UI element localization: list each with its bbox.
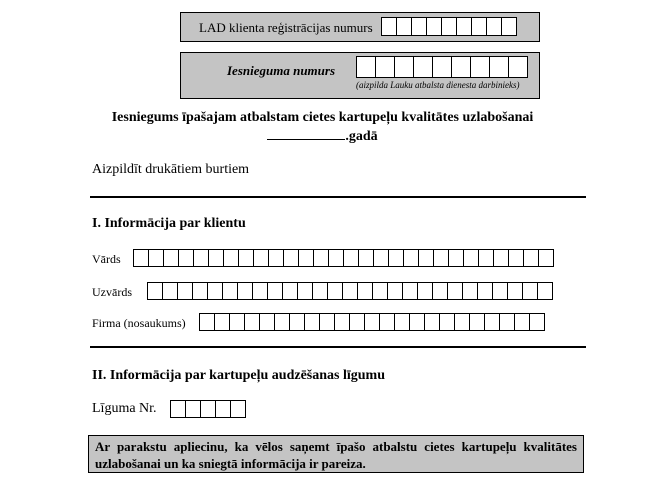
- contract-digit-cell[interactable]: [185, 400, 201, 418]
- company-name-letter-cell[interactable]: [499, 313, 515, 331]
- first-name-letter-cell[interactable]: [253, 249, 269, 267]
- last-name-letter-cell[interactable]: [327, 282, 343, 300]
- last-name-letter-cell[interactable]: [147, 282, 163, 300]
- last-name-letter-cell[interactable]: [462, 282, 478, 300]
- contract-digit-cell[interactable]: [215, 400, 231, 418]
- company-name-letter-cell[interactable]: [454, 313, 470, 331]
- company-name-letter-cell[interactable]: [379, 313, 395, 331]
- first-name-letter-cell[interactable]: [343, 249, 359, 267]
- company-name-letter-cell[interactable]: [244, 313, 260, 331]
- application-digit-cell[interactable]: [394, 56, 414, 78]
- form-title-year-suffix: .gadā: [345, 129, 378, 144]
- application-number-note: (aizpilda Lauku atbalsta dienesta darbinieks): [356, 80, 520, 90]
- last-name-letter-cell[interactable]: [477, 282, 493, 300]
- company-name-letter-cell[interactable]: [274, 313, 290, 331]
- first-name-letter-cell[interactable]: [508, 249, 524, 267]
- company-name-letter-cell[interactable]: [409, 313, 425, 331]
- registration-number-label: LAD klienta reģistrācijas numurs: [199, 20, 373, 35]
- first-name-letter-cell[interactable]: [373, 249, 389, 267]
- last-name-letter-cell[interactable]: [357, 282, 373, 300]
- company-name-letter-cell[interactable]: [364, 313, 380, 331]
- fill-instruction: Aizpildīt drukātiem burtiem: [92, 162, 250, 177]
- last-name-letter-cell[interactable]: [507, 282, 523, 300]
- contract-digit-cell[interactable]: [200, 400, 216, 418]
- first-name-letter-cell[interactable]: [238, 249, 254, 267]
- first-name-letter-cell[interactable]: [163, 249, 179, 267]
- last-name-letter-cell[interactable]: [447, 282, 463, 300]
- first-name-letter-cell[interactable]: [463, 249, 479, 267]
- last-name-letter-cell[interactable]: [252, 282, 268, 300]
- company-name-letter-cell[interactable]: [334, 313, 350, 331]
- company-name-letter-cell[interactable]: [469, 313, 485, 331]
- first-name-letter-cell[interactable]: [328, 249, 344, 267]
- registration-digit-cell[interactable]: [396, 17, 412, 36]
- registration-digit-cell[interactable]: [411, 17, 427, 36]
- contract-number-label: Līguma Nr.: [92, 401, 157, 416]
- first-name-letter-cell[interactable]: [388, 249, 404, 267]
- registration-number-box: [180, 12, 540, 42]
- first-name-label: Vārds: [92, 252, 121, 266]
- last-name-input[interactable]: [147, 282, 553, 300]
- last-name-letter-cell[interactable]: [522, 282, 538, 300]
- company-name-letter-cell[interactable]: [259, 313, 275, 331]
- declaration-box: Ar parakstu apliecinu, ka vēlos saņemt īpašo atbalstu cietes kartupeļu kvalitātes uzlabošanai un ka sniegtā informācija ir pareiza.: [88, 435, 584, 473]
- company-name-letter-cell[interactable]: [304, 313, 320, 331]
- section-divider: [90, 346, 586, 348]
- first-name-letter-cell[interactable]: [493, 249, 509, 267]
- first-name-letter-cell[interactable]: [283, 249, 299, 267]
- company-name-letter-cell[interactable]: [349, 313, 365, 331]
- application-digit-cell[interactable]: [470, 56, 490, 78]
- last-name-letter-cell[interactable]: [387, 282, 403, 300]
- first-name-letter-cell[interactable]: [268, 249, 284, 267]
- last-name-letter-cell[interactable]: [402, 282, 418, 300]
- year-blank[interactable]: [267, 127, 345, 140]
- contract-number-input[interactable]: [170, 400, 246, 418]
- last-name-letter-cell[interactable]: [282, 282, 298, 300]
- last-name-letter-cell[interactable]: [342, 282, 358, 300]
- company-name-letter-cell[interactable]: [319, 313, 335, 331]
- registration-digit-cell[interactable]: [456, 17, 472, 36]
- first-name-letter-cell[interactable]: [448, 249, 464, 267]
- last-name-letter-cell[interactable]: [192, 282, 208, 300]
- first-name-letter-cell[interactable]: [418, 249, 434, 267]
- application-digit-cell[interactable]: [489, 56, 509, 78]
- last-name-letter-cell[interactable]: [237, 282, 253, 300]
- last-name-letter-cell[interactable]: [432, 282, 448, 300]
- last-name-letter-cell[interactable]: [177, 282, 193, 300]
- section1-heading: I. Informācija par klientu: [92, 216, 246, 231]
- last-name-letter-cell[interactable]: [222, 282, 238, 300]
- company-name-letter-cell[interactable]: [214, 313, 230, 331]
- registration-number-input[interactable]: [381, 17, 517, 36]
- application-number-label: Iesnieguma numurs: [227, 63, 336, 78]
- last-name-letter-cell[interactable]: [162, 282, 178, 300]
- first-name-letter-cell[interactable]: [193, 249, 209, 267]
- registration-digit-cell[interactable]: [486, 17, 502, 36]
- registration-digit-cell[interactable]: [441, 17, 457, 36]
- section2-heading: II. Informācija par kartupeļu audzēšanas līgumu: [92, 368, 386, 383]
- last-name-label: Uzvārds: [92, 285, 132, 299]
- first-name-letter-cell[interactable]: [433, 249, 449, 267]
- company-name-letter-cell[interactable]: [424, 313, 440, 331]
- company-name-letter-cell[interactable]: [484, 313, 500, 331]
- company-name-letter-cell[interactable]: [289, 313, 305, 331]
- company-name-input[interactable]: [199, 313, 545, 331]
- last-name-letter-cell[interactable]: [207, 282, 223, 300]
- application-digit-cell[interactable]: [432, 56, 452, 78]
- company-name-letter-cell[interactable]: [439, 313, 455, 331]
- company-name-label: Firma (nosaukums): [92, 316, 186, 330]
- last-name-letter-cell[interactable]: [417, 282, 433, 300]
- form-title-line1: Iesniegums īpašajam atbalstam cietes kartupeļu kvalitātes uzlabošanai: [111, 110, 534, 125]
- last-name-letter-cell[interactable]: [312, 282, 328, 300]
- first-name-letter-cell[interactable]: [178, 249, 194, 267]
- company-name-letter-cell[interactable]: [514, 313, 530, 331]
- last-name-letter-cell[interactable]: [372, 282, 388, 300]
- first-name-letter-cell[interactable]: [403, 249, 419, 267]
- form-title: [0, 108, 645, 146]
- last-name-letter-cell[interactable]: [492, 282, 508, 300]
- registration-digit-cell[interactable]: [471, 17, 487, 36]
- first-name-letter-cell[interactable]: [313, 249, 329, 267]
- registration-digit-cell[interactable]: [501, 17, 517, 36]
- application-digit-cell[interactable]: [375, 56, 395, 78]
- contract-digit-cell[interactable]: [170, 400, 186, 418]
- first-name-letter-cell[interactable]: [133, 249, 149, 267]
- first-name-letter-cell[interactable]: [208, 249, 224, 267]
- company-name-letter-cell[interactable]: [199, 313, 215, 331]
- application-number-input[interactable]: [356, 56, 528, 78]
- company-name-letter-cell[interactable]: [229, 313, 245, 331]
- application-digit-cell[interactable]: [508, 56, 528, 78]
- contract-digit-cell[interactable]: [230, 400, 246, 418]
- first-name-letter-cell[interactable]: [298, 249, 314, 267]
- last-name-letter-cell[interactable]: [267, 282, 283, 300]
- first-name-letter-cell[interactable]: [523, 249, 539, 267]
- last-name-letter-cell[interactable]: [537, 282, 553, 300]
- registration-digit-cell[interactable]: [426, 17, 442, 36]
- section-divider: [90, 196, 586, 198]
- first-name-letter-cell[interactable]: [223, 249, 239, 267]
- first-name-letter-cell[interactable]: [538, 249, 554, 267]
- company-name-letter-cell[interactable]: [529, 313, 545, 331]
- last-name-letter-cell[interactable]: [297, 282, 313, 300]
- application-digit-cell[interactable]: [451, 56, 471, 78]
- application-number-box: [180, 52, 540, 99]
- first-name-letter-cell[interactable]: [148, 249, 164, 267]
- first-name-letter-cell[interactable]: [478, 249, 494, 267]
- registration-digit-cell[interactable]: [381, 17, 397, 36]
- first-name-input[interactable]: [133, 249, 554, 267]
- application-digit-cell[interactable]: [356, 56, 376, 78]
- company-name-letter-cell[interactable]: [394, 313, 410, 331]
- first-name-letter-cell[interactable]: [358, 249, 374, 267]
- application-digit-cell[interactable]: [413, 56, 433, 78]
